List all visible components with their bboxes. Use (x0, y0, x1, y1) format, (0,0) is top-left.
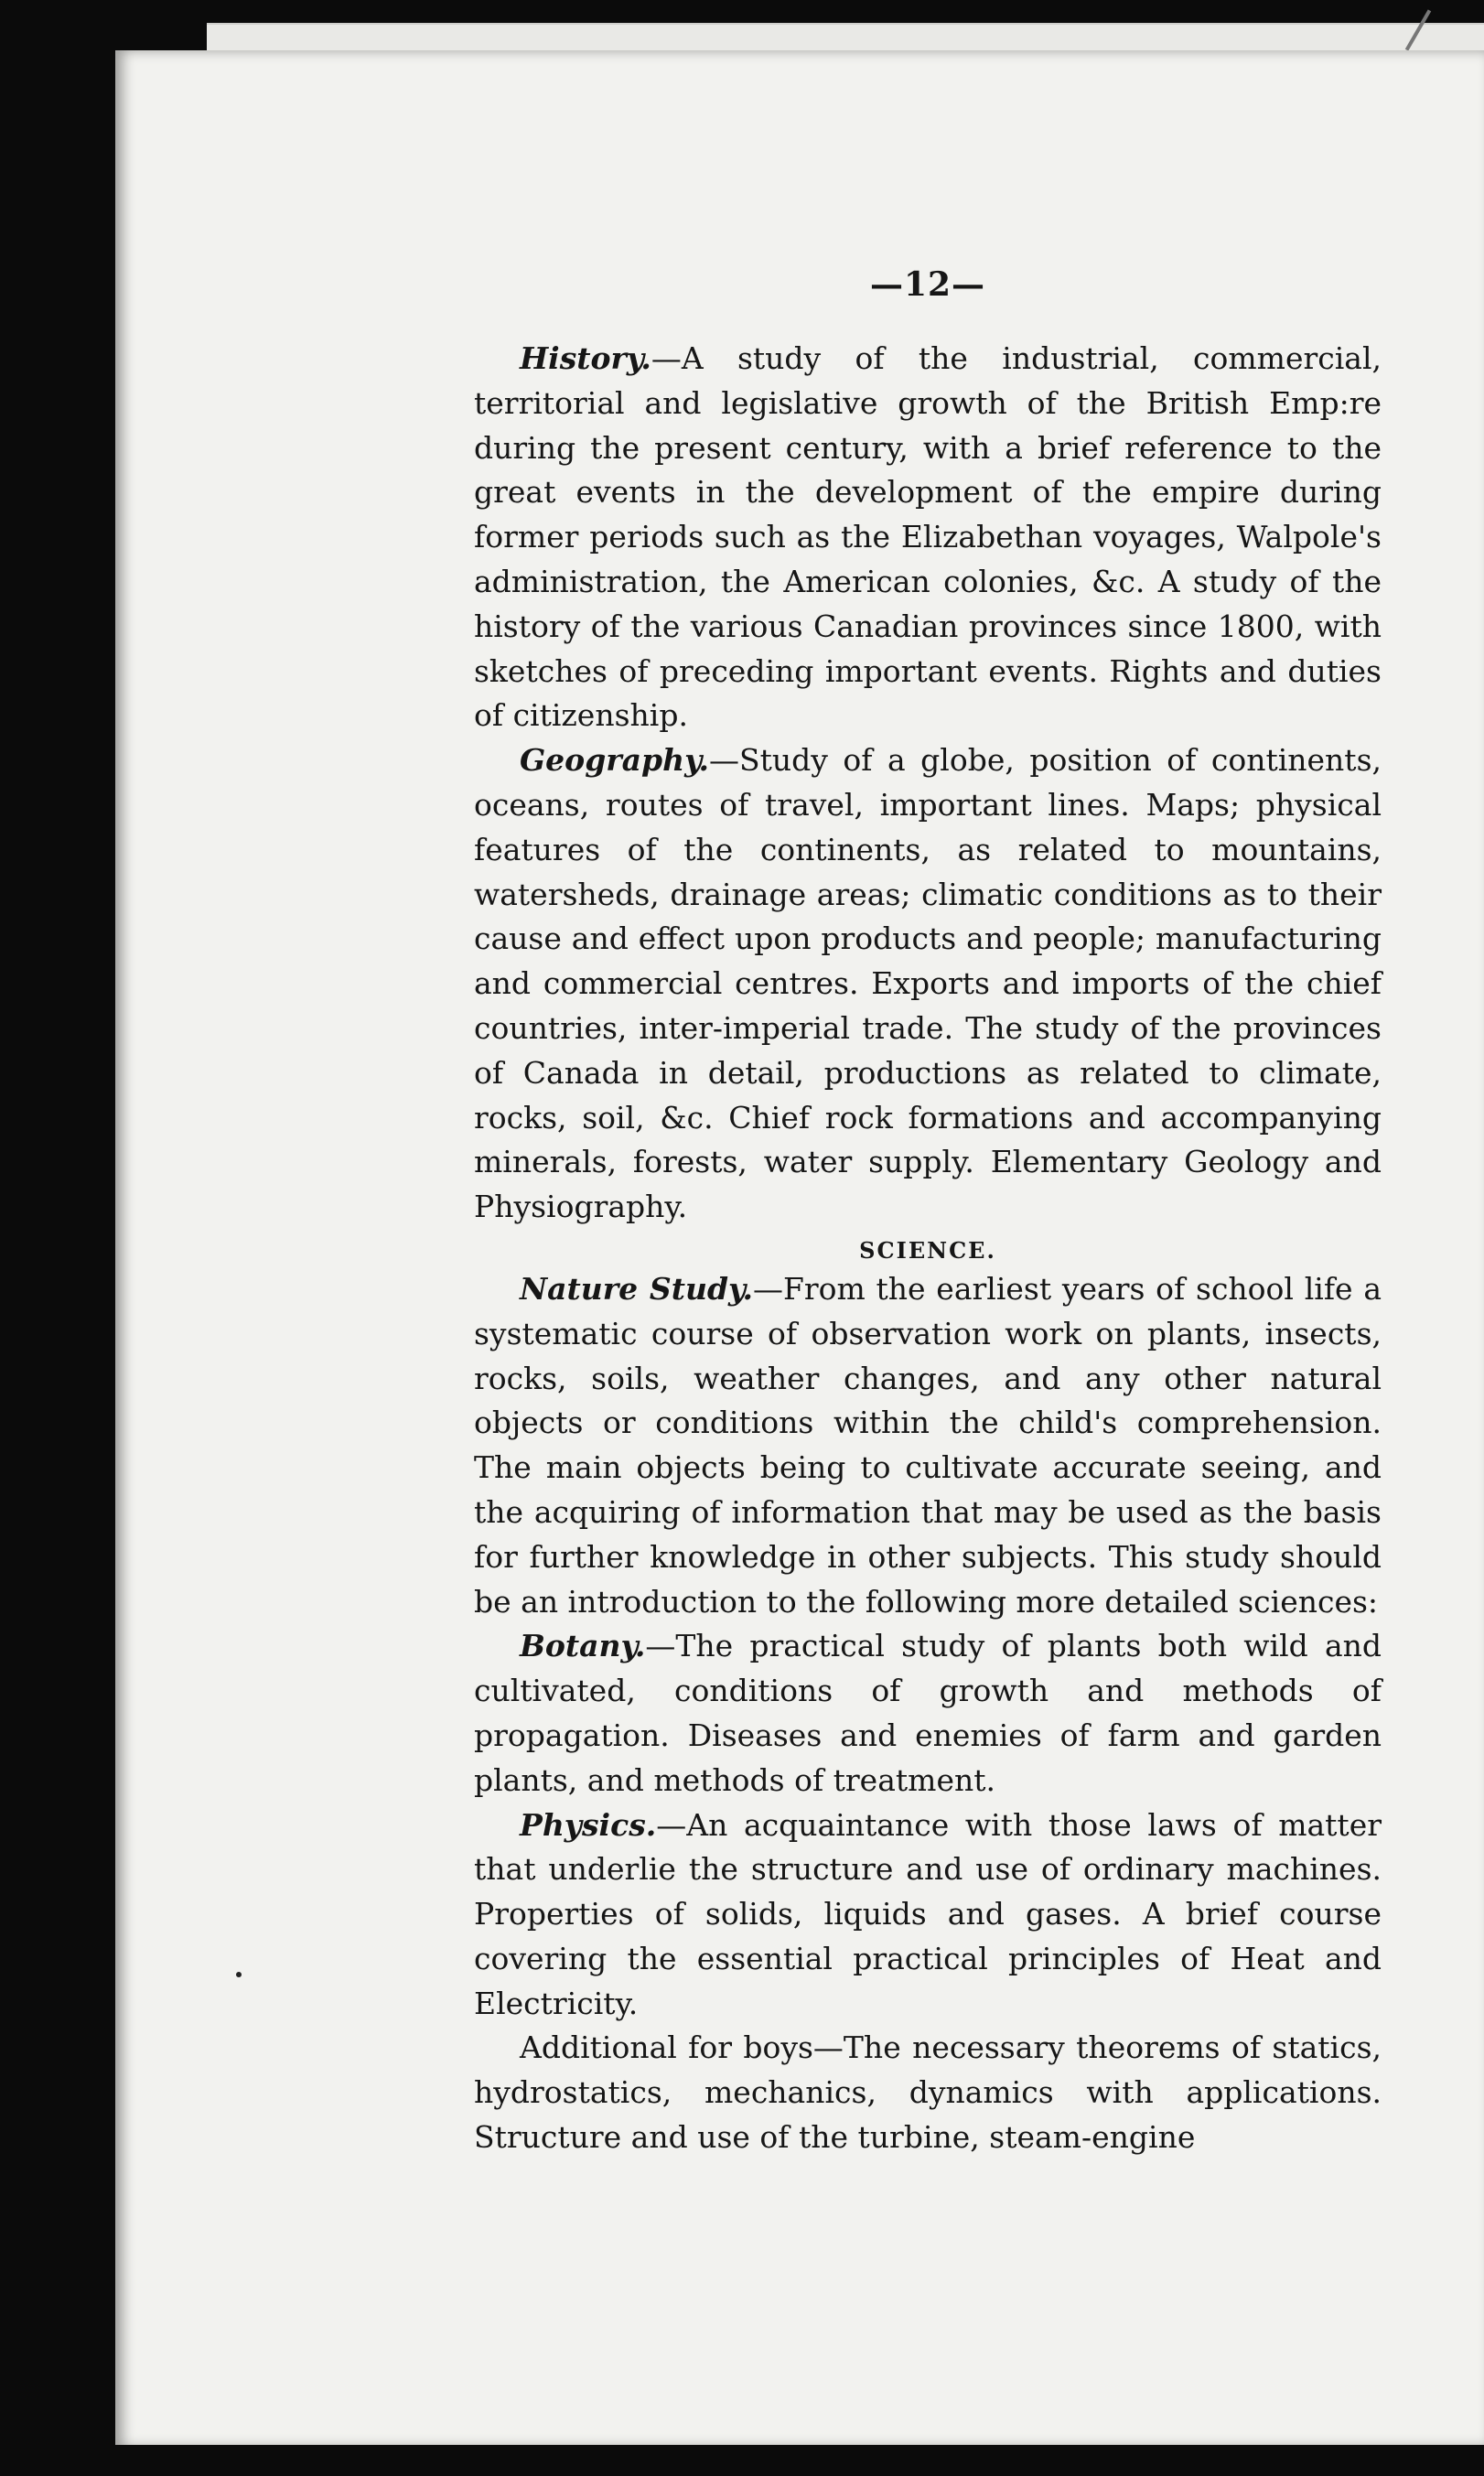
scan-bottom-border (0, 2445, 1484, 2476)
paragraph-history-body: —A study of the industrial, commercial, territorial and legislative growth of the British Emp:re during the present century, with a brief reference to the great events in the development of the empire during former periods such as the Elizabethan voyages, Walpole's administration, the American colonies, &c. A study of the history of the various Canadian provinces since 1800, with sketches of preceding important events. Rights and duties of citizenship. (474, 340, 1382, 734)
term-nature-study: Nature Study. (520, 1270, 753, 1307)
paragraph-botany-body: —The practical study of plants both wild and cultivated, conditions of growth and methods of propagation. Diseases and enemies of farm and garden plants, and methods of treatment. (474, 1628, 1382, 1798)
term-physics: Physics. (520, 1806, 657, 1843)
section-heading-science: SCIENCE. (859, 1236, 996, 1264)
paragraph-nature-study (474, 1267, 1382, 1624)
page-text-block (474, 265, 1382, 2160)
paragraph-geography-body: —Study of a globe, position of continents, oceans, routes of travel, important lines. Maps; physical features of the continents, as related to mountains, watersheds, drainage areas; climatic conditions as to their cause and effect upon products and people; manufacturing and commercial centres. Exports and imports of the chief countries, inter-imperial trade. The study of the provinces of Canada in detail, productions as related to climate, rocks, soil, &c. Chief rock formations and accompanying minerals, forests, water supply. Elementary Geology and Physiography. (474, 742, 1382, 1225)
paragraph-geography (474, 738, 1382, 1230)
term-geography: Geography. (520, 742, 709, 779)
paragraph-physics-body: —An acquaintance with those laws of matter that underlie the structure and use of ordinary machines. Properties of solids, liquids and gases. A brief course covering the essential practical principles of Heat and Electricity. (474, 1806, 1382, 2021)
term-history: History. (520, 340, 651, 376)
paragraph-botany (474, 1624, 1382, 1803)
paragraph-history (474, 337, 1382, 738)
paragraph-additional-body: Additional for boys—The necessary theorems of statics, hydrostatics, mechanics, dynamics with applications. Structure and use of the turbine, steam-engine (474, 2029, 1382, 2156)
paragraph-additional-for-boys (474, 2026, 1382, 2159)
term-botany: Botany. (520, 1628, 646, 1664)
page-number: —12— (869, 265, 986, 304)
scan-speck (236, 1972, 242, 1977)
paragraph-nature-study-body: —From the earliest years of school life a systematic course of observation work on plants, insects, rocks, soils, weather changes, and any other natural objects or conditions within the child's comprehension. The main objects being to cultivate accurate seeing, and the acquiring of information that may be used as the basis for further knowledge in other subjects. This study should be an introduction to the following more detailed sciences: (474, 1270, 1382, 1620)
paragraph-physics (474, 1803, 1382, 2027)
